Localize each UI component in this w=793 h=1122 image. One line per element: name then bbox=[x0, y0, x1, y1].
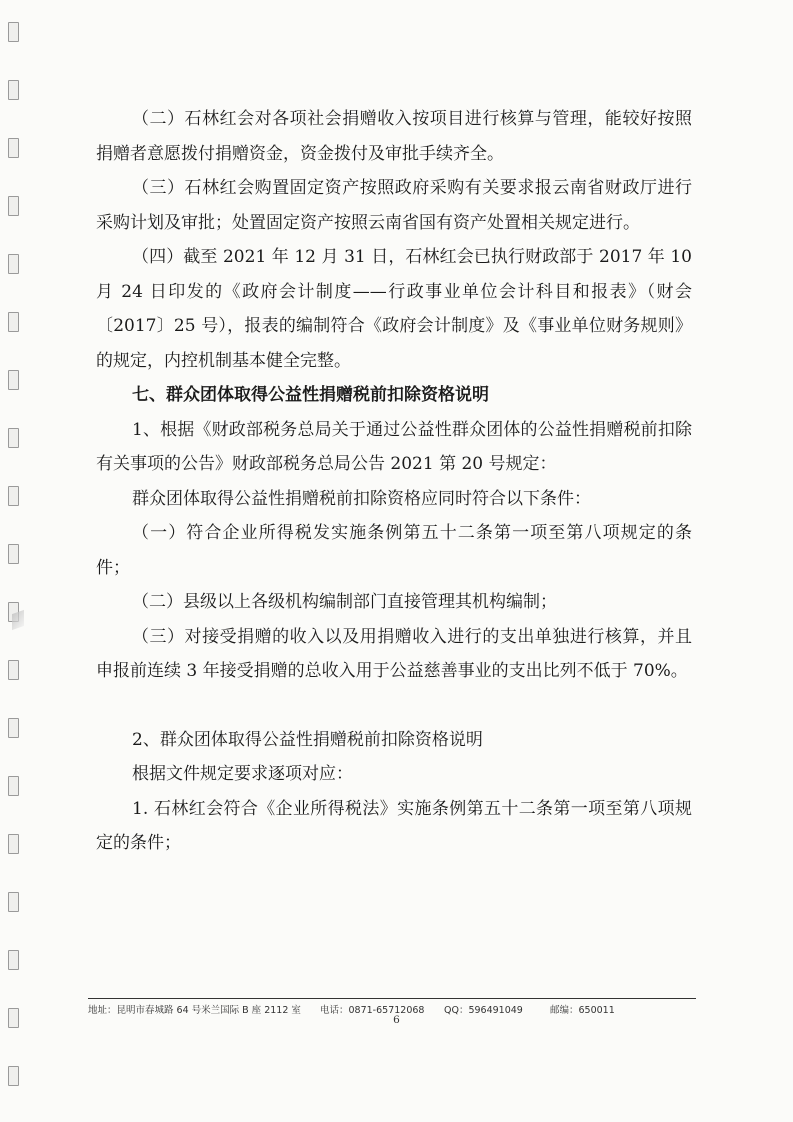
page-number: 6 bbox=[393, 1014, 400, 1026]
binding-hole bbox=[8, 718, 19, 738]
paragraph-fixed-assets: （三）石林红会购置固定资产按照政府采购有关要求报云南省财政厅进行采购计划及审批；处置固定资产按照云南省国有资产处置相关规定进行。 bbox=[96, 178, 692, 233]
scan-artifact bbox=[12, 610, 24, 630]
binding-hole bbox=[8, 486, 19, 506]
paragraph-donation-accounting: （二）石林红会对各项社会捐赠收入按项目进行核算与管理，能较好按照捐赠者意愿拨付捐赠资金，资金拨付及审批手续齐全。 bbox=[96, 109, 692, 164]
binding-hole bbox=[8, 834, 19, 854]
condition-item-2: （二）县级以上各级机构编制部门直接管理其机构编制； bbox=[132, 592, 557, 612]
binding-hole bbox=[8, 892, 19, 912]
binding-hole bbox=[8, 370, 19, 390]
paragraph-accounting-system: （四）截至 2021 年 12 月 31 日，石林红会已执行财政部于 2017 年 10 月 24 日印发的《政府会计制度——行政事业单位会计科目和报表》（财会〔2017〕25 号），报表的编制符合《政府会计制度》及《事业单位财务规则》的规定，内控机制基本健全完整。 bbox=[96, 247, 692, 371]
binding-hole bbox=[8, 22, 19, 42]
footer-address: 地址：昆明市春城路 64 号米兰国际 B 座 2112 室 bbox=[88, 1005, 301, 1016]
footer-phone: 电话：0871-65712068 bbox=[320, 1005, 425, 1016]
footer-postcode: 邮编：650011 bbox=[550, 1005, 615, 1016]
binding-hole bbox=[8, 660, 19, 680]
binding-hole bbox=[8, 544, 19, 564]
binding-hole bbox=[8, 80, 19, 100]
binding-hole bbox=[8, 138, 19, 158]
document-body bbox=[96, 102, 692, 861]
binding-hole bbox=[8, 776, 19, 796]
condition-item-1: （一）符合企业所得税发实施条例第五十二条第一项至第八项规定的条件； bbox=[96, 523, 692, 578]
footer-qq: QQ：596491049 bbox=[444, 1005, 523, 1016]
condition-item-3: （三）对接受捐赠的收入以及用捐赠收入进行的支出单独进行核算，并且申报前连续 3 年接受捐赠的总收入用于公益慈善事业的支出比列不低于 70%。 bbox=[96, 626, 692, 681]
binding-holes bbox=[8, 0, 18, 1122]
binding-hole bbox=[8, 312, 19, 332]
binding-hole bbox=[8, 428, 19, 448]
binding-hole bbox=[8, 950, 19, 970]
paragraph-mapping-intro: 根据文件规定要求逐项对应： bbox=[132, 764, 353, 784]
paragraph-announcement: 1、根据《财政部税务总局关于通过公益性群众团体的公益性捐赠税前扣除有关事项的公告》财政部税务总局公告 2021 第 20 号规定： bbox=[96, 419, 692, 474]
spacer bbox=[96, 689, 692, 723]
binding-hole bbox=[8, 1066, 19, 1086]
binding-hole bbox=[8, 196, 19, 216]
binding-hole bbox=[8, 254, 19, 274]
subsection-heading: 2、群众团体取得公益性捐赠税前扣除资格说明 bbox=[132, 729, 483, 750]
paragraph-conditions-intro: 群众团体取得公益性捐赠税前扣除资格应同时符合以下条件： bbox=[132, 488, 591, 509]
footer-divider bbox=[88, 998, 696, 999]
section-heading: 七、群众团体取得公益性捐赠税前扣除资格说明 bbox=[132, 385, 489, 405]
paragraph-compliance-1: 1. 石林红会符合《企业所得税法》实施条例第五十二条第一项至第八项规定的条件； bbox=[96, 798, 692, 853]
